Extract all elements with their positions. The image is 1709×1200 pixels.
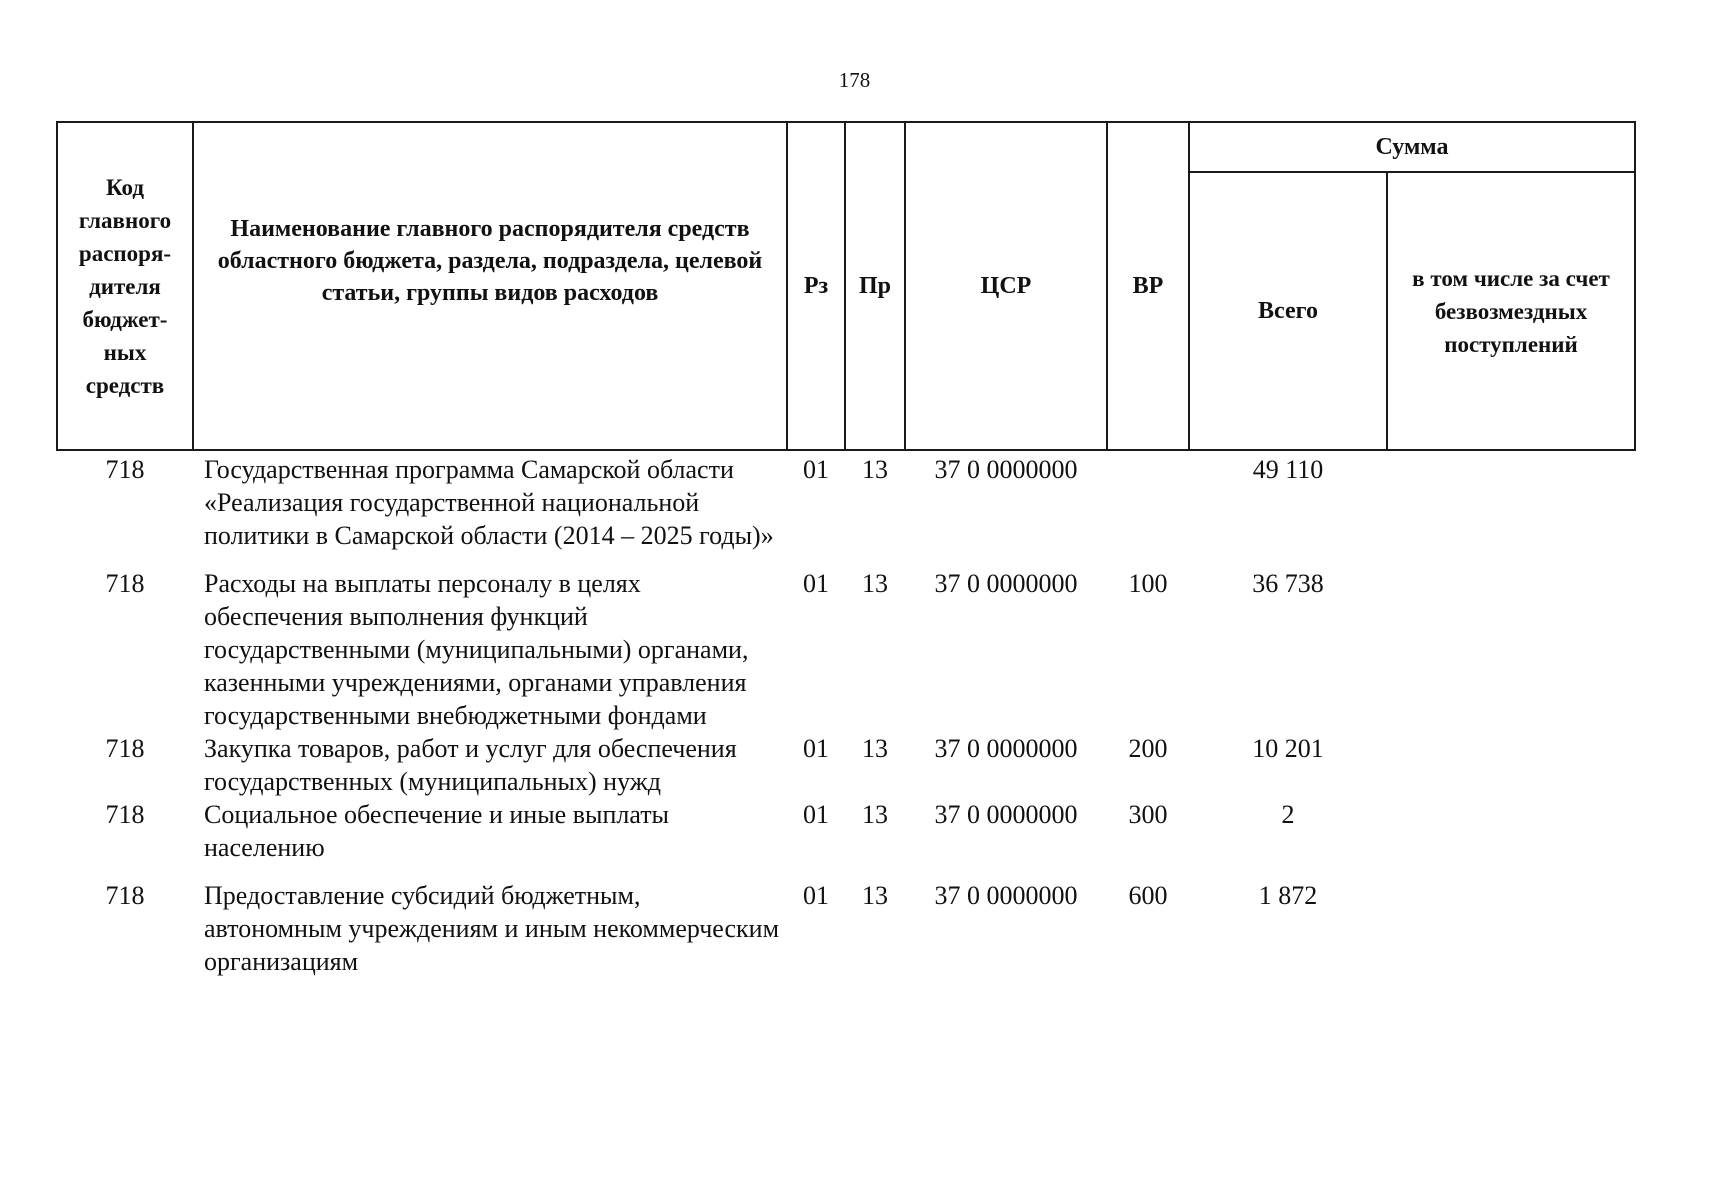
row-pr: 13 bbox=[862, 881, 888, 910]
table-row bbox=[57, 567, 1635, 732]
budget-table bbox=[56, 121, 1636, 978]
row-pr: 13 bbox=[862, 734, 888, 763]
row-vr: 200 bbox=[1128, 734, 1168, 763]
row-rz: 01 bbox=[803, 569, 829, 598]
row-rz: 01 bbox=[803, 881, 829, 910]
row-rz: 01 bbox=[803, 800, 829, 829]
row-total: 49 110 bbox=[1252, 455, 1324, 484]
header-csr: ЦСР bbox=[905, 122, 1107, 450]
row-name: Закупка товаров, работ и услуг для обеспечения государственных (муниципальных) нужд bbox=[204, 734, 737, 796]
row-pr: 13 bbox=[862, 455, 888, 484]
row-vr: 100 bbox=[1128, 569, 1168, 598]
table-body bbox=[57, 450, 1635, 978]
row-code: 718 bbox=[105, 734, 145, 763]
row-csr: 37 0 0000000 bbox=[934, 734, 1078, 763]
table-row bbox=[57, 450, 1635, 567]
row-total: 1 872 bbox=[1258, 881, 1318, 910]
row-code: 718 bbox=[105, 881, 145, 910]
row-csr: 37 0 0000000 bbox=[934, 569, 1078, 598]
row-vr bbox=[1107, 450, 1189, 567]
row-rz: 01 bbox=[803, 734, 829, 763]
row-name: Социальное обеспечение и иные выплаты населению bbox=[204, 800, 670, 862]
row-name: Предоставление субсидий бюджетным, автономным учреждениям и иным некоммерческим организациям bbox=[204, 881, 780, 976]
row-free bbox=[1387, 798, 1635, 879]
row-vr: 600 bbox=[1128, 881, 1168, 910]
row-name: Государственная программа Самарской области «Реализация государственной национальной политики в Самарской области (2014 – 2025 годы)» bbox=[204, 455, 774, 550]
row-code: 718 bbox=[105, 800, 145, 829]
row-code: 718 bbox=[105, 569, 145, 598]
header-sum: Сумма bbox=[1189, 122, 1635, 172]
row-vr: 300 bbox=[1128, 800, 1168, 829]
table-row bbox=[57, 879, 1635, 978]
header-total: Всего bbox=[1189, 172, 1387, 450]
row-total: 36 738 bbox=[1252, 569, 1324, 598]
header-vr: ВР bbox=[1107, 122, 1189, 450]
header-name: Наименование главного распорядителя средств областного бюджета, раздела, подраздела, целевой статьи, группы видов расходов bbox=[193, 122, 787, 450]
row-free bbox=[1387, 732, 1635, 798]
row-total: 10 201 bbox=[1252, 734, 1324, 763]
row-code: 718 bbox=[105, 455, 145, 484]
header-rz: Рз bbox=[787, 122, 845, 450]
row-name: Расходы на выплаты персоналу в целях обеспечения выполнения функций государственными (муниципальными) органами, казенными учреждениями, органами управления государственными внебюджетными фондами bbox=[204, 569, 749, 730]
row-csr: 37 0 0000000 bbox=[934, 455, 1078, 484]
header-free: в том числе за счет безвозмездных поступлений bbox=[1387, 172, 1635, 450]
row-pr: 13 bbox=[862, 800, 888, 829]
page-number: 178 bbox=[838, 68, 871, 92]
row-csr: 37 0 0000000 bbox=[934, 800, 1078, 829]
header-pr: Пр bbox=[845, 122, 905, 450]
row-free bbox=[1387, 450, 1635, 567]
row-free bbox=[1387, 879, 1635, 978]
row-total: 2 bbox=[1281, 800, 1295, 829]
table-row bbox=[57, 798, 1635, 879]
row-csr: 37 0 0000000 bbox=[934, 881, 1078, 910]
row-rz: 01 bbox=[803, 455, 829, 484]
table-row bbox=[57, 732, 1635, 798]
table-header bbox=[57, 122, 1635, 450]
header-code: Код главного распоря-дителя бюджет-ных средств bbox=[57, 122, 193, 450]
row-free bbox=[1387, 567, 1635, 732]
row-pr: 13 bbox=[862, 569, 888, 598]
